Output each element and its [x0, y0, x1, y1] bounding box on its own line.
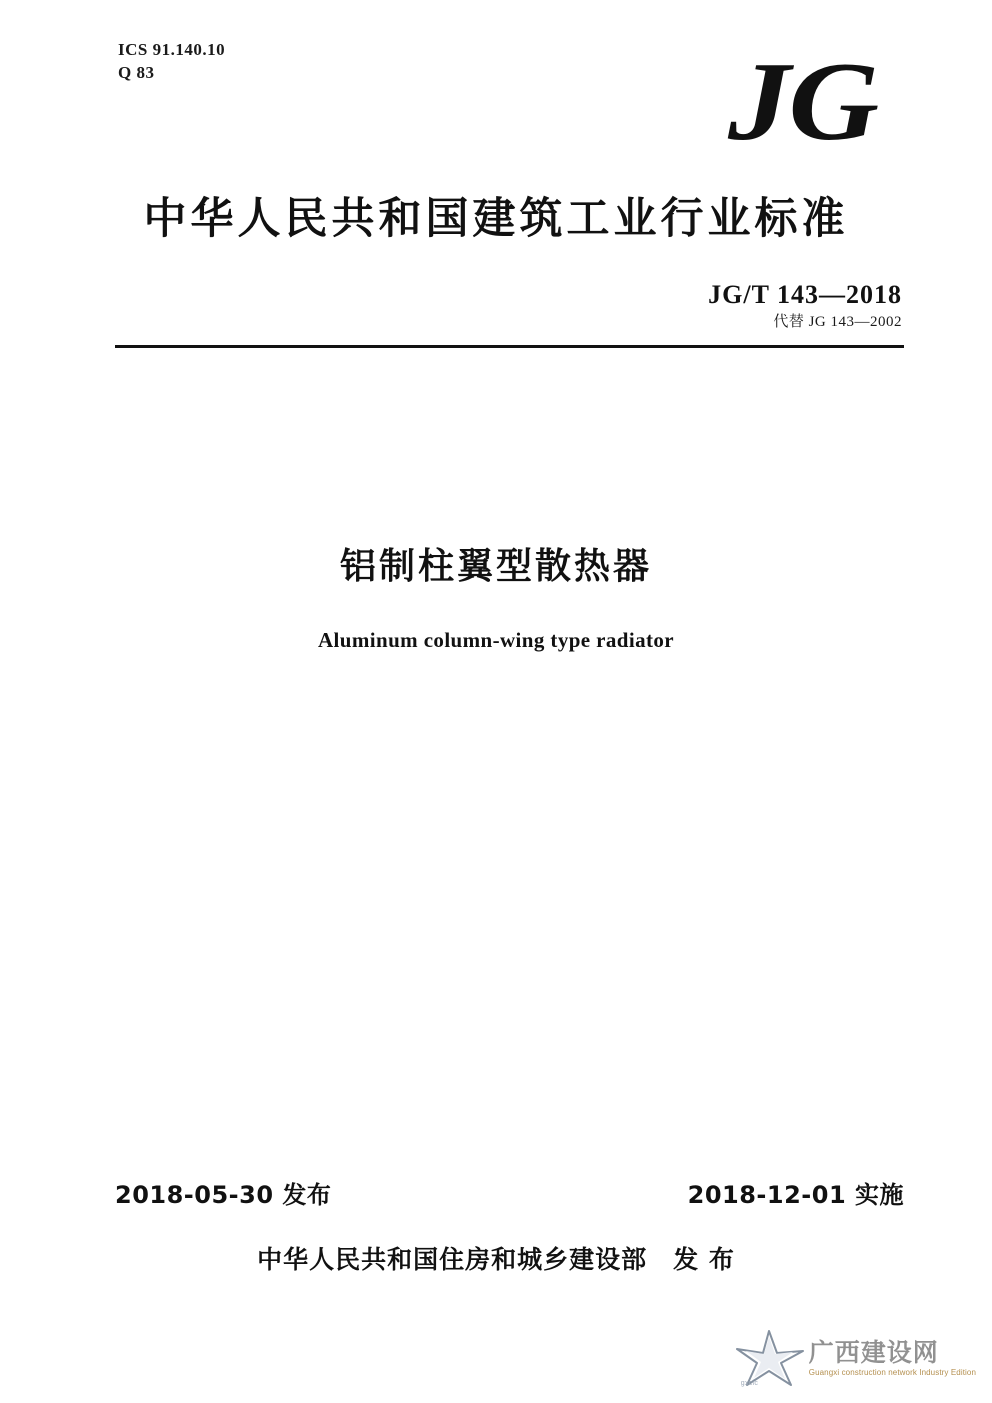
watermark-site-en: Guangxi construction network Industry Edition	[808, 1367, 976, 1377]
ics-code: ICS 91.140.10	[118, 40, 226, 59]
header-divider	[115, 345, 904, 348]
publish-date: 2018-05-30 发布	[115, 1181, 332, 1209]
watermark-site-cn: 广西建设网	[808, 1337, 939, 1367]
document-title-en: Aluminum column-wing type radiator	[317, 628, 675, 652]
star-icon	[735, 1327, 805, 1389]
date-row	[115, 1175, 904, 1210]
watermark-text	[809, 1339, 976, 1378]
standard-number: JG/T 143—2018	[708, 280, 902, 309]
effective-date: 2018-12-01 实施	[687, 1181, 904, 1209]
issuer-name: 中华人民共和国住房和城乡建设部	[257, 1245, 648, 1274]
issuer-line	[0, 1240, 992, 1276]
standard-replaces: 代替 JG 143—2002	[773, 314, 902, 330]
star-label: gxcic	[740, 1380, 759, 1387]
jg-logo: JG	[728, 40, 877, 164]
series-title: 中华人民共和国建筑工业行业标准	[143, 194, 849, 244]
classification-code: Q 83	[118, 63, 155, 82]
ics-code-block	[118, 38, 225, 84]
document-title-cn: 铝制柱翼型散热器	[339, 546, 652, 587]
issuer-action: 发 布	[673, 1245, 735, 1274]
watermark	[735, 1327, 976, 1389]
